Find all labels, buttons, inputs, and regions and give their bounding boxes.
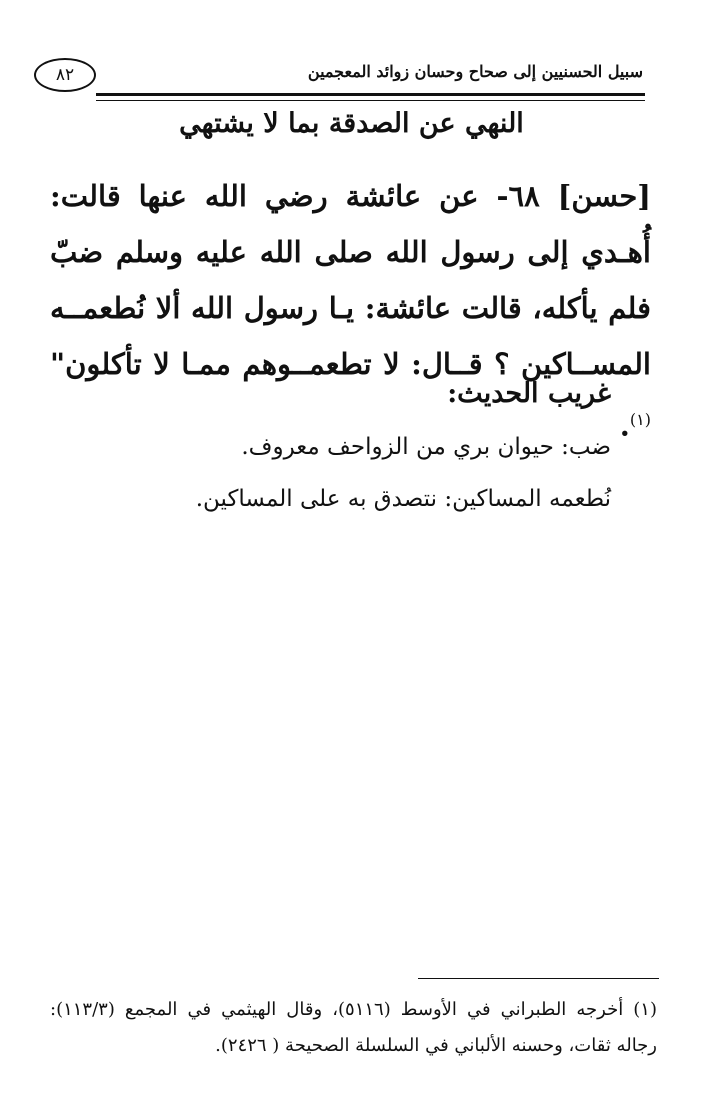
hadith-number: ٦٨-	[496, 179, 540, 213]
header-rule-thin	[96, 100, 645, 101]
footnote-separator	[418, 978, 659, 979]
header-rule-thick	[96, 93, 645, 96]
footnote-reference[interactable]: (١)	[629, 410, 651, 429]
chapter-heading: النهي عن الصدقة بما لا يشتهي	[179, 108, 524, 139]
hadith-paragraph	[50, 168, 651, 454]
running-title: سبيل الحسنيين إلى صحاح وحسان زوائد المعجمين	[307, 62, 643, 81]
hadith-end: .	[619, 408, 630, 443]
hadith-grade: [حسن]	[557, 179, 651, 213]
glossary-item: نُطعمه المساكين: نتصدق به على المساكين.	[195, 486, 611, 512]
footnote: (١) أخرجه الطبراني في الأوسط (٥١١٦)، وقال الهيثمي في المجمع (١١٣/٣): رجاله ثقات، وحسنه الألباني في السلسلة الصحيحة ( ٢٤٢٦).	[50, 999, 657, 1056]
page-number	[34, 58, 96, 92]
glossary-heading: غريب الحديث:	[447, 378, 611, 409]
page-number-text: ٨٢	[55, 65, 75, 85]
hadith-text: عن عائشة رضي الله عنها قالت: أُهـدي إلى رسول الله صلى الله عليه وسلم ضبّ فلم يأكله، قالت عائشة: يـا رسول الله ألا نُطعمــه المســاكين ؟ قــال: لا تطعمــوهم ممـا لا تأكلون"	[50, 179, 651, 381]
glossary-item: ضب: حيوان بري من الزواحف معروف.	[241, 434, 611, 460]
